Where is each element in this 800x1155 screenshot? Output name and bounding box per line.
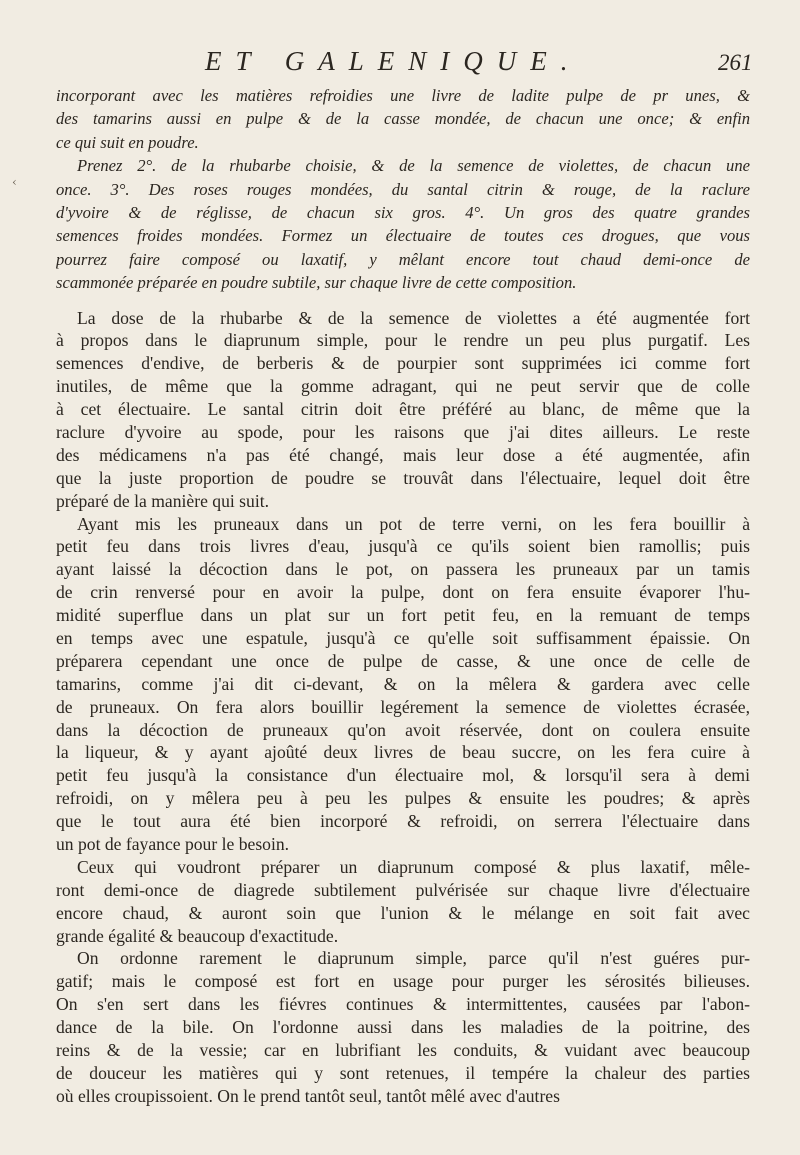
paragraph-2 (56, 154, 750, 294)
body-text (56, 84, 750, 1108)
paragraph-3 (56, 307, 750, 513)
text-line: scammonée préparée en poudre subtile, sur chaque livre de cette composition. (56, 273, 577, 293)
text-line: semences d'endive, de berberis & de pourpier sont supprimées ici comme fort (56, 353, 750, 374)
text-line: Ceux qui voudront préparer un diaprunum composé & plus laxatif, mêle- (77, 856, 750, 877)
text-line: tamarins, comme j'ai dit ci-devant, & on la mêlera & gardera avec celle (56, 673, 750, 694)
text-line: que la juste proportion de poudre se trouvât dans l'électuaire, lequel doit être (56, 467, 750, 488)
text-line: de douceur les matières qui y sont retenues, il tempére la chaleur des parties (56, 1062, 750, 1083)
paragraph-6 (56, 947, 750, 1107)
paragraph-4 (56, 513, 750, 856)
text-line: Prenez 2°. de la rhubarbe choisie, & de la semence de violettes, de chacun une (77, 156, 750, 176)
text-line: préparera cependant une once de pulpe de casse, & une once de celle de (56, 650, 750, 671)
text-line: gatif; mais le composé est fort en usage pour purger les sérosités bilieuses. (56, 971, 750, 992)
text-line: dance de la bile. On l'ordonne aussi dans les maladies de la poitrine, des (56, 1017, 750, 1038)
text-line: midité superflue dans un plat sur un fort petit feu, en la remuant de temps (56, 605, 750, 626)
text-line: ront demi-once de diagrede subtilement pulvérisée sur chaque livre d'électuaire (56, 879, 750, 900)
text-line: dans la décoction de pruneaux qu'on avoit réservée, dont on coulera ensuite (56, 719, 750, 740)
text-line: petit feu dans trois livres d'eau, jusqu'à ce qu'ils soient bien ramollis; puis (56, 536, 750, 557)
text-line: grande égalité & beaucoup d'exactitude. (56, 925, 339, 946)
text-line: de pruneaux. On fera alors bouillir legérement la semence de violettes écrasée, (56, 696, 750, 717)
paragraph-1 (56, 84, 750, 154)
text-line: de crin renversé pour en avoir la pulpe, dont on fera ensuite évaporer l'hu- (56, 582, 750, 603)
text-line: ayant laissé la décoction dans le pot, on passera les pruneaux par un tamis (56, 559, 750, 580)
text-line: la liqueur, & y ayant ajoûté deux livres de beau succre, on les fera cuire à (56, 742, 750, 763)
text-line: raclure d'yvoire au spode, pour les raisons que j'ai dites ailleurs. Le reste (56, 421, 750, 442)
text-line: inutiles, de même que la gomme adragant, qui ne peut servir que de colle (56, 376, 750, 397)
text-line: ce qui suit en poudre. (56, 132, 199, 152)
text-line: Ayant mis les pruneaux dans un pot de terre verni, on les fera bouillir à (77, 513, 750, 534)
margin-mark: ‹ (12, 175, 17, 189)
text-line: pourrez faire composé ou laxatif, y mêlant encore tout chaud demi-once de (56, 249, 750, 269)
text-line: once. 3°. Des roses rouges mondées, du santal citrin & rouge, de la raclure (56, 179, 750, 199)
text-line: La dose de la rhubarbe & de la semence de violettes a été augmentée fort (77, 307, 750, 328)
text-line: On ordonne rarement le diaprunum simple, parce qu'il n'est guéres pur- (77, 948, 750, 969)
running-title: ET GALENIQUE. (205, 46, 582, 76)
text-line: des médicamens n'a pas été changé, mais leur dose a été augmentée, afin (56, 444, 750, 465)
text-line: où elles croupissoient. On le prend tantôt seul, tantôt mêlé avec d'autres (56, 1085, 560, 1106)
page-number: 261 (718, 50, 753, 75)
text-line: refroidi, on y mêlera peu à peu les pulpes & ensuite les poudres; & après (56, 788, 750, 809)
text-line: reins & de la vessie; car en lubrifiant les conduits, & vuidant avec beaucoup (56, 1040, 750, 1061)
text-line: à propos dans le diaprunum simple, pour le rendre un peu plus purgatif. Les (56, 330, 750, 351)
text-line: d'yvoire & de réglisse, de chacun six gros. 4°. Un gros des quatre grandes (56, 202, 750, 222)
paragraph-gap (56, 295, 750, 307)
text-line: On s'en sert dans les fiévres continues & intermittentes, causées par l'abon- (56, 994, 750, 1015)
text-line: encore chaud, & auront soin que l'union & le mélange en soit fait avec (56, 902, 750, 923)
text-line: incorporant avec les matières refroidies une livre de ladite pulpe de pr unes, & (56, 86, 750, 105)
text-line: préparé de la manière qui suit. (56, 490, 269, 511)
text-line: des tamarins aussi en pulpe & de la casse mondée, de chacun une once; & enfin (56, 109, 750, 129)
text-line: que le tout aura été bien incorporé & refroidi, on serrera l'électuaire dans (56, 811, 750, 832)
text-line: semences froides mondées. Formez un électuaire de toutes ces drogues, que vous (56, 226, 750, 246)
text-line: en temps avec une espatule, jusqu'à ce qu'elle soit suffisamment épaissie. On (56, 627, 750, 648)
text-line: à cet électuaire. Le santal citrin doit être préféré au blanc, de même que la (56, 399, 750, 420)
paragraph-5 (56, 856, 750, 948)
running-head (0, 46, 800, 82)
text-line: petit feu jusqu'à la consistance d'un électuaire mol, & lorsqu'il sera à demi (56, 765, 750, 786)
text-line: un pot de fayance pour le besoin. (56, 834, 290, 854)
